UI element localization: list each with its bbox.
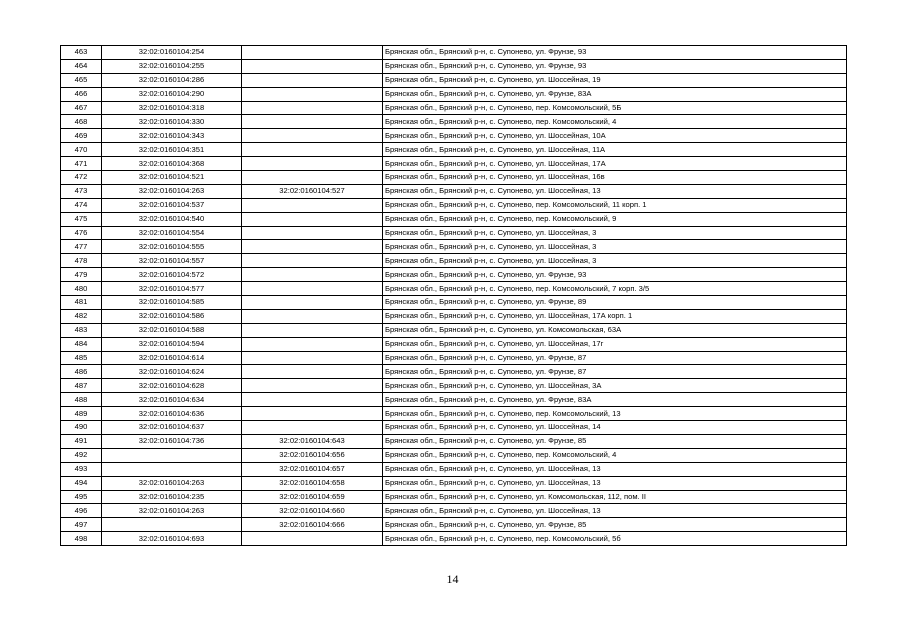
- cadastral-number-2-cell: [242, 115, 383, 129]
- row-number-cell: 471: [61, 157, 102, 171]
- row-number-cell: 496: [61, 504, 102, 518]
- row-number-cell: 473: [61, 184, 102, 198]
- cadastral-number-cell: 32:02:0160104:736: [102, 434, 242, 448]
- address-cell: Брянская обл., Брянский р-н, с. Супонево, ул. Фрунзе, 83А: [383, 393, 847, 407]
- table-row: [61, 351, 847, 365]
- cadastral-number-cell: 32:02:0160104:585: [102, 296, 242, 310]
- cadastral-number-cell: 32:02:0160104:537: [102, 198, 242, 212]
- row-number-cell: 492: [61, 448, 102, 462]
- address-cell: Брянская обл., Брянский р-н, с. Супонево, ул. Шоссейная, 16в: [383, 171, 847, 185]
- cadastral-number-cell: 32:02:0160104:577: [102, 282, 242, 296]
- table-row: [61, 518, 847, 532]
- cadastral-number-2-cell: [242, 59, 383, 73]
- table-row: [61, 532, 847, 546]
- row-number-cell: 477: [61, 240, 102, 254]
- cadastral-number-cell: [102, 462, 242, 476]
- address-cell: Брянская обл., Брянский р-н, с. Супонево, ул. Фрунзе, 85: [383, 434, 847, 448]
- table-row: [61, 379, 847, 393]
- cadastral-number-2-cell: [242, 379, 383, 393]
- table-row: [61, 393, 847, 407]
- address-cell: Брянская обл., Брянский р-н, с. Супонево, ул. Шоссейная, 13: [383, 504, 847, 518]
- address-cell: Брянская обл., Брянский р-н, с. Супонево, ул. Фрунзе, 89: [383, 296, 847, 310]
- cadastral-number-2-cell: [242, 171, 383, 185]
- address-cell: Брянская обл., Брянский р-н, с. Супонево, ул. Шоссейная, 11А: [383, 143, 847, 157]
- address-cell: Брянская обл., Брянский р-н, с. Супонево, ул. Фрунзе, 93: [383, 59, 847, 73]
- row-number-cell: 495: [61, 490, 102, 504]
- cadastral-number-cell: 32:02:0160104:572: [102, 268, 242, 282]
- address-cell: Брянская обл., Брянский р-н, с. Супонево, пер. Комсомольский, 5Б: [383, 101, 847, 115]
- address-cell: Брянская обл., Брянский р-н, с. Супонево, ул. Фрунзе, 93: [383, 268, 847, 282]
- cadastral-number-cell: 32:02:0160104:521: [102, 171, 242, 185]
- row-number-cell: 494: [61, 476, 102, 490]
- cadastral-number-cell: 32:02:0160104:255: [102, 59, 242, 73]
- row-number-cell: 478: [61, 254, 102, 268]
- address-cell: Брянская обл., Брянский р-н, с. Супонево, ул. Фрунзе, 87: [383, 351, 847, 365]
- row-number-cell: 498: [61, 532, 102, 546]
- row-number-cell: 480: [61, 282, 102, 296]
- cadastral-number-cell: 32:02:0160104:343: [102, 129, 242, 143]
- cadastral-number-2-cell: [242, 254, 383, 268]
- row-number-cell: 474: [61, 198, 102, 212]
- cadastral-number-2-cell: [242, 365, 383, 379]
- cadastral-number-2-cell: 32:02:0160104:659: [242, 490, 383, 504]
- cadastral-number-2-cell: [242, 337, 383, 351]
- table-row: [61, 504, 847, 518]
- table-row: [61, 462, 847, 476]
- table-row: [61, 268, 847, 282]
- cadastral-number-cell: 32:02:0160104:318: [102, 101, 242, 115]
- cadastral-number-2-cell: [242, 532, 383, 546]
- cadastral-number-cell: 32:02:0160104:290: [102, 87, 242, 101]
- address-cell: Брянская обл., Брянский р-н, с. Супонево, ул. Фрунзе, 93: [383, 46, 847, 60]
- row-number-cell: 486: [61, 365, 102, 379]
- property-table: [60, 45, 847, 546]
- address-cell: Брянская обл., Брянский р-н, с. Супонево, ул. Фрунзе, 83А: [383, 87, 847, 101]
- cadastral-number-cell: 32:02:0160104:693: [102, 532, 242, 546]
- address-cell: Брянская обл., Брянский р-н, с. Супонево, ул. Фрунзе, 87: [383, 365, 847, 379]
- table-row: [61, 407, 847, 421]
- cadastral-number-cell: [102, 448, 242, 462]
- address-cell: Брянская обл., Брянский р-н, с. Супонево, ул. Шоссейная, 17А корп. 1: [383, 309, 847, 323]
- page-number: 14: [446, 572, 459, 586]
- table-row: [61, 337, 847, 351]
- address-cell: Брянская обл., Брянский р-н, с. Супонево, пер. Комсомольский, 5б: [383, 532, 847, 546]
- row-number-cell: 476: [61, 226, 102, 240]
- cadastral-number-2-cell: [242, 129, 383, 143]
- address-cell: Брянская обл., Брянский р-н, с. Супонево, ул. Шоссейная, 3: [383, 240, 847, 254]
- address-cell: Брянская обл., Брянский р-н, с. Супонево, ул. Комсомольская, 112, пом. II: [383, 490, 847, 504]
- table-row: [61, 198, 847, 212]
- table-row: [61, 87, 847, 101]
- address-cell: Брянская обл., Брянский р-н, с. Супонево, пер. Комсомольский, 4: [383, 115, 847, 129]
- address-cell: Брянская обл., Брянский р-н, с. Супонево, ул. Шоссейная, 3: [383, 226, 847, 240]
- cadastral-number-cell: 32:02:0160104:235: [102, 490, 242, 504]
- table-row: [61, 143, 847, 157]
- cadastral-number-cell: 32:02:0160104:614: [102, 351, 242, 365]
- cadastral-number-2-cell: [242, 240, 383, 254]
- table-row: [61, 46, 847, 60]
- cadastral-number-cell: 32:02:0160104:263: [102, 504, 242, 518]
- cadastral-number-2-cell: 32:02:0160104:643: [242, 434, 383, 448]
- cadastral-number-cell: 32:02:0160104:628: [102, 379, 242, 393]
- cadastral-number-2-cell: [242, 323, 383, 337]
- table-row: [61, 240, 847, 254]
- cadastral-number-cell: [102, 518, 242, 532]
- row-number-cell: 484: [61, 337, 102, 351]
- cadastral-number-2-cell: [242, 157, 383, 171]
- address-cell: Брянская обл., Брянский р-н, с. Супонево, пер. Комсомольский, 13: [383, 407, 847, 421]
- table-row: [61, 476, 847, 490]
- cadastral-number-2-cell: 32:02:0160104:657: [242, 462, 383, 476]
- row-number-cell: 497: [61, 518, 102, 532]
- address-cell: Брянская обл., Брянский р-н, с. Супонево, ул. Фрунзе, 85: [383, 518, 847, 532]
- row-number-cell: 488: [61, 393, 102, 407]
- cadastral-number-cell: 32:02:0160104:263: [102, 476, 242, 490]
- row-number-cell: 467: [61, 101, 102, 115]
- table-row: [61, 59, 847, 73]
- address-cell: Брянская обл., Брянский р-н, с. Супонево, пер. Комсомольский, 7 корп. 3/5: [383, 282, 847, 296]
- cadastral-number-cell: 32:02:0160104:624: [102, 365, 242, 379]
- cadastral-number-cell: 32:02:0160104:586: [102, 309, 242, 323]
- table-row: [61, 101, 847, 115]
- cadastral-number-2-cell: [242, 282, 383, 296]
- row-number-cell: 493: [61, 462, 102, 476]
- address-cell: Брянская обл., Брянский р-н, с. Супонево, ул. Комсомольская, 63А: [383, 323, 847, 337]
- row-number-cell: 485: [61, 351, 102, 365]
- table-row: [61, 365, 847, 379]
- cadastral-number-cell: 32:02:0160104:554: [102, 226, 242, 240]
- address-cell: Брянская обл., Брянский р-н, с. Супонево, ул. Шоссейная, 19: [383, 73, 847, 87]
- address-cell: Брянская обл., Брянский р-н, с. Супонево, ул. Шоссейная, 17г: [383, 337, 847, 351]
- cadastral-number-2-cell: [242, 212, 383, 226]
- address-cell: Брянская обл., Брянский р-н, с. Супонево, ул. Шоссейная, 13: [383, 184, 847, 198]
- cadastral-number-cell: 32:02:0160104:636: [102, 407, 242, 421]
- address-cell: Брянская обл., Брянский р-н, с. Супонево, ул. Шоссейная, 3А: [383, 379, 847, 393]
- table-row: [61, 448, 847, 462]
- cadastral-number-cell: 32:02:0160104:286: [102, 73, 242, 87]
- cadastral-number-2-cell: [242, 226, 383, 240]
- cadastral-number-cell: 32:02:0160104:555: [102, 240, 242, 254]
- cadastral-number-cell: 32:02:0160104:263: [102, 184, 242, 198]
- table-row: [61, 171, 847, 185]
- cadastral-number-2-cell: [242, 101, 383, 115]
- table-row: [61, 184, 847, 198]
- cadastral-number-cell: 32:02:0160104:254: [102, 46, 242, 60]
- row-number-cell: 469: [61, 129, 102, 143]
- row-number-cell: 470: [61, 143, 102, 157]
- table-row: [61, 490, 847, 504]
- cadastral-number-2-cell: [242, 268, 383, 282]
- cadastral-number-2-cell: 32:02:0160104:666: [242, 518, 383, 532]
- cadastral-number-2-cell: 32:02:0160104:658: [242, 476, 383, 490]
- cadastral-number-cell: 32:02:0160104:330: [102, 115, 242, 129]
- cadastral-number-2-cell: [242, 296, 383, 310]
- cadastral-number-2-cell: [242, 87, 383, 101]
- table-row: [61, 282, 847, 296]
- address-cell: Брянская обл., Брянский р-н, с. Супонево, пер. Комсомольский, 4: [383, 448, 847, 462]
- table-row: [61, 115, 847, 129]
- table-row: [61, 434, 847, 448]
- row-number-cell: 487: [61, 379, 102, 393]
- cadastral-number-2-cell: [242, 198, 383, 212]
- row-number-cell: 479: [61, 268, 102, 282]
- cadastral-number-2-cell: [242, 351, 383, 365]
- cadastral-number-2-cell: [242, 407, 383, 421]
- cadastral-number-2-cell: [242, 46, 383, 60]
- cadastral-number-cell: 32:02:0160104:637: [102, 421, 242, 435]
- table-row: [61, 296, 847, 310]
- row-number-cell: 464: [61, 59, 102, 73]
- cadastral-number-2-cell: [242, 393, 383, 407]
- cadastral-number-cell: 32:02:0160104:634: [102, 393, 242, 407]
- cadastral-number-2-cell: 32:02:0160104:527: [242, 184, 383, 198]
- address-cell: Брянская обл., Брянский р-н, с. Супонево, пер. Комсомольский, 11 корп. 1: [383, 198, 847, 212]
- table-row: [61, 73, 847, 87]
- cadastral-number-cell: 32:02:0160104:351: [102, 143, 242, 157]
- address-cell: Брянская обл., Брянский р-н, с. Супонево, ул. Шоссейная, 10А: [383, 129, 847, 143]
- cadastral-number-cell: 32:02:0160104:540: [102, 212, 242, 226]
- row-number-cell: 489: [61, 407, 102, 421]
- cadastral-number-cell: 32:02:0160104:588: [102, 323, 242, 337]
- cadastral-number-2-cell: [242, 73, 383, 87]
- row-number-cell: 463: [61, 46, 102, 60]
- table-row: [61, 254, 847, 268]
- row-number-cell: 472: [61, 171, 102, 185]
- row-number-cell: 483: [61, 323, 102, 337]
- table-row: [61, 212, 847, 226]
- table-row: [61, 226, 847, 240]
- address-cell: Брянская обл., Брянский р-н, с. Супонево, пер. Комсомольский, 9: [383, 212, 847, 226]
- address-cell: Брянская обл., Брянский р-н, с. Супонево, ул. Шоссейная, 14: [383, 421, 847, 435]
- table-row: [61, 129, 847, 143]
- row-number-cell: 466: [61, 87, 102, 101]
- row-number-cell: 481: [61, 296, 102, 310]
- property-table-body: [61, 46, 847, 546]
- cadastral-number-2-cell: [242, 421, 383, 435]
- table-row: [61, 157, 847, 171]
- address-cell: Брянская обл., Брянский р-н, с. Супонево, ул. Шоссейная, 17А: [383, 157, 847, 171]
- row-number-cell: 490: [61, 421, 102, 435]
- cadastral-number-2-cell: 32:02:0160104:656: [242, 448, 383, 462]
- row-number-cell: 465: [61, 73, 102, 87]
- cadastral-number-cell: 32:02:0160104:594: [102, 337, 242, 351]
- cadastral-number-cell: 32:02:0160104:368: [102, 157, 242, 171]
- row-number-cell: 491: [61, 434, 102, 448]
- row-number-cell: 468: [61, 115, 102, 129]
- cadastral-number-2-cell: [242, 143, 383, 157]
- cadastral-number-2-cell: [242, 309, 383, 323]
- address-cell: Брянская обл., Брянский р-н, с. Супонево, ул. Шоссейная, 13: [383, 462, 847, 476]
- table-row: [61, 323, 847, 337]
- cadastral-number-2-cell: 32:02:0160104:660: [242, 504, 383, 518]
- address-cell: Брянская обл., Брянский р-н, с. Супонево, ул. Шоссейная, 13: [383, 476, 847, 490]
- row-number-cell: 482: [61, 309, 102, 323]
- cadastral-number-cell: 32:02:0160104:557: [102, 254, 242, 268]
- table-row: [61, 421, 847, 435]
- address-cell: Брянская обл., Брянский р-н, с. Супонево, ул. Шоссейная, 3: [383, 254, 847, 268]
- row-number-cell: 475: [61, 212, 102, 226]
- table-row: [61, 309, 847, 323]
